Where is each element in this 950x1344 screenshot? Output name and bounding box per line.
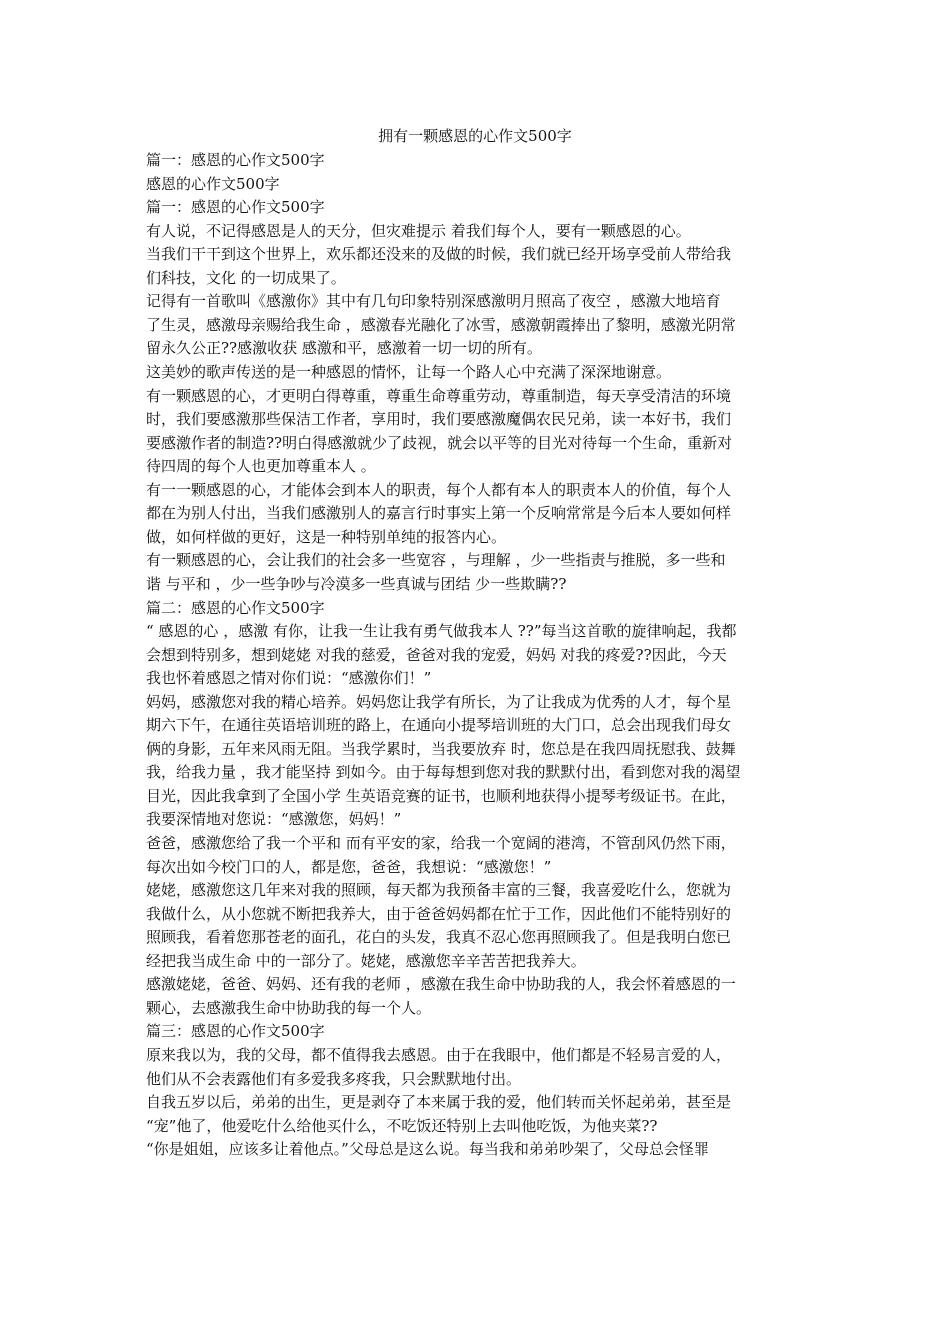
text-line: 目光，因此我拿到了全国小学 生英语竞赛的证书，也顺利地获得小提琴考级证书。在此， xyxy=(146,786,736,805)
text-line: 爸爸，感激您给了我一个平和 而有平安的家，给我一个宽阔的港湾，不管刮风仍然下雨， xyxy=(146,834,736,852)
text-line: 照顾我，看着您那苍老的面孔，花白的头发，我真不忍心您再照顾我了。但是我明白您已 xyxy=(146,928,732,947)
text-line: 有一颗感恩的心，才更明白得尊重，尊重生命尊重劳动，尊重制造，每天享受清洁的环境 xyxy=(146,386,732,405)
text-line: 们科技，文化 的一切成果了。 xyxy=(146,268,346,287)
text-line: 要感激作者的制造??明白得感激就少了歧视，就会以平等的目光对待每一个生命，重新对 xyxy=(146,433,733,452)
text-line: 当我们干干到这个世界上，欢乐都还没来的及做的时候，我们就已经开场享受前人带给我 xyxy=(146,245,732,264)
text-line: 记得有一首歌叫《感激你》其中有几句印象特别深感激明月照高了夜空 ，感激大地培育 xyxy=(146,292,721,311)
text-line: 篇一：感恩的心作文500字 xyxy=(146,151,325,169)
document-title: 拥有一颗感恩的心作文500字 xyxy=(378,127,572,145)
text-line: “宠”他了，他爱吃什么给他买什么，不吃饭还特别上去叫他吃饭，为他夹菜?? xyxy=(146,1116,658,1135)
text-line: “ 感恩的心 ，感激 有你，让我一生让我有勇气做我本人 ??”每当这首歌的旋律响起，我都 xyxy=(146,622,737,640)
text-line: 感恩的心作文500字 xyxy=(146,174,280,193)
text-line: 姥姥，感激您这几年来对我的照顾，每天都为我预备丰富的三餐，我喜爱吃什么，您就为 xyxy=(146,881,732,900)
text-line: 谐 与平和 ，少一些争吵与冷漠多一些真诚与团结 少一些欺瞒?? xyxy=(146,574,567,593)
text-line: 有人说，不记得感恩是人的天分，但灾难提示 着我们每个人，要有一颗感恩的心。 xyxy=(146,221,691,240)
text-line: 时，我们要感激那些保洁工作者，享用时，我们要感激魔偶农民兄弟，读一本好书，我们 xyxy=(146,410,732,429)
text-line: 有一一颗感恩的心，才能体会到本人的职责，每个人都有本人的职责本人的价值，每个人 xyxy=(146,480,732,499)
text-line: 篇三：感恩的心作文500字 xyxy=(146,1022,325,1041)
text-line: 每次出如今校门口的人，都是您，爸爸，我想说：“感激您！” xyxy=(146,857,552,876)
text-line: 经把我当成生命 中的一部分了。姥姥，感激您辛辛苦苦把我养大。 xyxy=(146,951,586,970)
text-line: 篇一：感恩的心作文500字 xyxy=(146,198,325,217)
text-line: 有一颗感恩的心，会让我们的社会多一些宽容 ，与理解 ，少一些指责与推脱，多一些和 xyxy=(146,551,726,570)
text-line: 留永久公正??感激收获 感激和平，感激着一切一切的所有。 xyxy=(146,339,542,358)
text-line: 我也怀着感恩之情对你们说：“感激你们！” xyxy=(146,669,432,688)
text-line: 俩的身影，五年来风雨无阻。当我学累时，当我要放弃 时，您总是在我四周抚慰我、鼓舞 xyxy=(146,739,736,758)
text-line: 会想到特别多，想到姥姥 对我的慈爱，爸爸对我的宠爱，妈妈 对我的疼爱??因此，今天 xyxy=(146,645,727,664)
text-line: 妈妈，感激您对我的精心培养。妈妈您让我学有所长，为了让我成为优秀的人才，每个星 xyxy=(146,692,732,711)
text-line: 都在为别人付出，当我们感激别人的嘉言行时事实上第一个反响常常是今后本人要如何样 xyxy=(146,504,732,523)
text-line: 待四周的每个人也更加尊重本人 。 xyxy=(146,457,376,476)
text-line: “你是姐姐，应该多让着他点。”父母总是这么说。每当我和弟弟吵架了，父母总会怪罪 xyxy=(146,1140,709,1159)
text-line: 期六下午，在通往英语培训班的路上，在通向小提琴培训班的大门口，总会出现我们母女 xyxy=(146,716,732,735)
text-line: 原来我以为，我的父母，都不值得我去感恩。由于在我眼中，他们都是不轻易言爱的人， xyxy=(146,1045,732,1064)
text-line: 篇二：感恩的心作文500字 xyxy=(146,598,325,617)
text-line: 这美妙的歌声传送的是一种感恩的情怀，让每一个路人心中充满了深深地谢意。 xyxy=(146,363,672,381)
text-line: 了生灵，感激母亲赐给我生命 ，感激春光融化了冰雪，感激朝霞捧出了黎明，感激光阴常 xyxy=(146,315,736,334)
text-line: 我，给我力量 ，我才能坚持 到如今。由于每每想到您对我的默默付出，看到您对我的渴望 xyxy=(146,763,741,782)
text-line: 自我五岁以后，弟弟的出生，更是剥夺了本来属于我的爱，他们转而关怀起弟弟，甚至是 xyxy=(146,1093,732,1111)
text-line: 我要深情地对您说：“感激您，妈妈！” xyxy=(146,810,402,829)
text-line: 做，如何样做的更好，这是一种特别单纯的报答内心。 xyxy=(146,527,507,546)
text-line: 我做什么，从小您就不断把我养大，由于爸爸妈妈都在忙于工作，因此他们不能特别好的 xyxy=(146,904,732,923)
text-line: 颗心，去感激我生命中协助我的每一个人。 xyxy=(146,998,432,1017)
text-line: 他们从不会表露他们有多爱我多疼我，只会默默地付出。 xyxy=(146,1069,522,1088)
text-line: 感激姥姥，爸爸、妈妈、还有我的老师 ，感激在我生命中协助我的人，我会怀着感恩的一 xyxy=(146,975,736,994)
